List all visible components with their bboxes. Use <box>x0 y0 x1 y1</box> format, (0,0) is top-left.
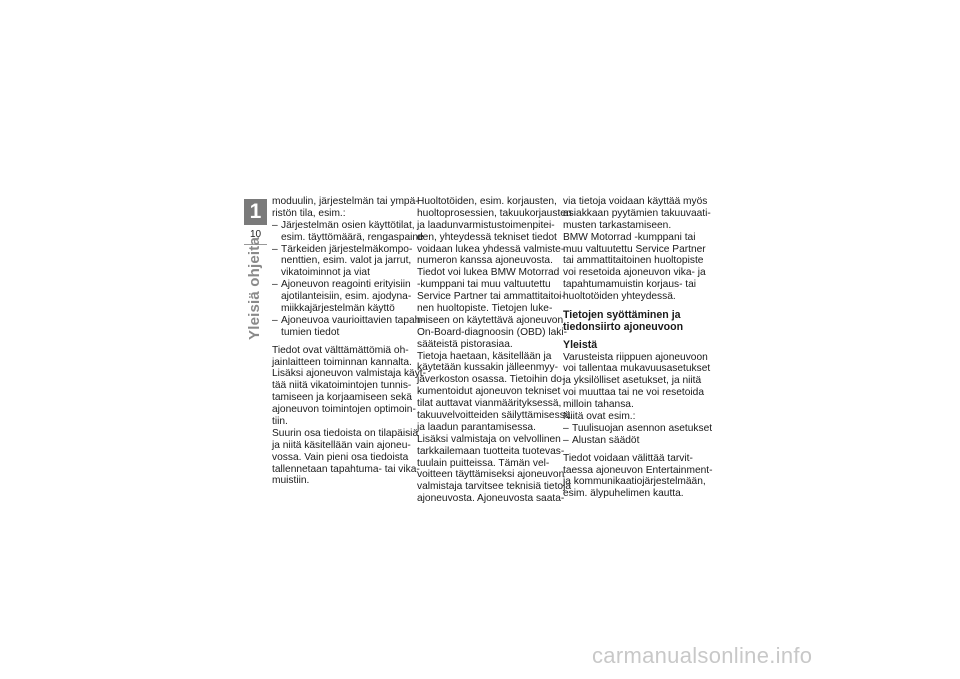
text-line: tää niitä vikatoimintojen tunnis- <box>272 380 412 392</box>
text-line: ajoneuvosta. Ajoneuvosta saata- <box>417 493 565 505</box>
text-line: tai ammattitaitoinen huoltopiste <box>563 255 704 267</box>
text-line: huoltotöiden yhteydessä. <box>563 291 676 303</box>
text-line: Tiedot ovat välttämättömiä oh- <box>272 344 409 356</box>
text-line: esim. älypuhelimen kautta. <box>563 488 684 500</box>
text-line: sääteistä pistorasiaa. <box>417 338 513 350</box>
text-line: BMW Motorrad -kumppani tai <box>563 231 696 243</box>
text-line: kumentoidut ajoneuvon tekniset <box>417 386 561 398</box>
text-line: voi muuttaa tai ne voi resetoida <box>563 387 705 399</box>
text-line: Niitä ovat esim.: <box>563 411 636 423</box>
text-line: taessa ajoneuvon Entertainment- <box>563 464 713 476</box>
text-line: miseen on käytettävä ajoneuvon <box>417 314 564 326</box>
text-line: via tietoja voidaan käyttää myös <box>563 196 708 207</box>
watermark: carmanualsonline.info <box>592 643 813 668</box>
list-item: – Järjestelmän osien käyttötilat, <box>272 220 412 232</box>
text-line: tiin. <box>272 416 288 428</box>
text-line: voi tallentaa mukavuusasetukset <box>563 363 711 375</box>
text-line: voidaan lukea yhdessä valmiste- <box>417 243 565 255</box>
text-line: Suurin osa tiedoista on tilapäisiä <box>272 427 419 439</box>
text-line: jainlaitteen toiminnan kannalta. <box>272 356 412 368</box>
text-line: ja kommunikaatiojärjestelmään, <box>563 476 706 488</box>
text-line: muistiin. <box>272 475 310 487</box>
text-line: asiakkaan pyytämien takuuvaati- <box>563 207 711 219</box>
text-line: takuuvelvoitteiden säilyttämisessä <box>417 410 571 422</box>
section-heading: Tietojen syöttäminen ja <box>563 309 681 322</box>
list-item: – Tärkeiden järjestelmäkompo- <box>272 244 412 256</box>
text-line: Lisäksi ajoneuvon valmistaja käyt- <box>272 368 427 380</box>
text-line: ristön tila, esim.: <box>272 207 346 219</box>
text-line: voi resetoida ajoneuvon vika- ja <box>563 267 706 279</box>
text-line: Huoltotöiden, esim. korjausten, <box>417 196 557 207</box>
text-line: ja laadunvarmistustoimenpitei- <box>417 219 555 231</box>
text-line: Lisäksi valmistaja on velvollinen <box>417 433 561 445</box>
text-line: tapahtumamuistin korjaus- tai <box>563 279 697 291</box>
text-line: tilat auttavat vianmäärityksessä, <box>417 398 562 410</box>
text-line: milloin tahansa. <box>563 399 634 411</box>
text-column-1 <box>272 196 427 487</box>
list-item: – Ajoneuvon reagointi erityisiin <box>272 279 412 291</box>
list-item-continuation: nenttien, esim. valot ja jarrut, <box>281 255 412 267</box>
text-line: On-Board-diagnoosin (OBD) laki- <box>417 326 568 338</box>
text-line: tuulain puitteissa. Tämän vel- <box>417 457 550 469</box>
text-line: ajoneuvon toimintojen optimoin- <box>272 404 416 416</box>
text-line: Service Partner tai ammattitaitoi- <box>417 291 565 303</box>
text-line: käytetään kussakin jälleenmyy- <box>417 362 558 374</box>
text-line: muu valtuutettu Service Partner <box>563 243 706 255</box>
list-item-continuation: miikkajärjestelmän käyttö <box>281 303 395 315</box>
list-item-continuation: esim. täyttömäärä, rengaspaine <box>281 231 424 243</box>
text-column-2 <box>417 196 572 505</box>
list-item-continuation: tumien tiedot <box>281 326 340 338</box>
text-line: -kumppani tai muu valtuutettu <box>417 279 551 291</box>
text-line: tarkkailemaan tuotteita tuotevas- <box>417 445 565 457</box>
text-line: tamiseen ja korjaamiseen sekä <box>272 392 412 404</box>
list-item: – Tuulisuojan asennon asetukset <box>563 423 705 435</box>
text-line: Tietoja haetaan, käsitellään ja <box>417 350 552 362</box>
text-line: valmistaja tarvitsee teknisiä tietoja <box>417 481 572 493</box>
text-line: numeron kanssa ajoneuvosta. <box>417 255 553 267</box>
text-line: huoltoprosessien, takuukorjausten <box>417 207 572 219</box>
section-heading: tiedonsiirto ajoneuvoon <box>563 321 684 334</box>
section-heading: Yleistä <box>563 339 598 352</box>
text-line: musten tarkastamiseen. <box>563 219 672 231</box>
list-item-continuation: vikatoiminnot ja viat <box>281 267 370 279</box>
text-line: ja niitä käsitellään vain ajoneu- <box>272 439 411 451</box>
text-line: Varusteista riippuen ajoneuvoon <box>563 351 708 363</box>
text-line: moduulin, järjestelmän tai ympä- <box>272 196 419 207</box>
list-item: – Alustan säädöt <box>563 435 705 447</box>
text-line: vossa. Vain pieni osa tiedoista <box>272 451 409 463</box>
text-line: voitteen täyttämiseksi ajoneuvon <box>417 469 565 481</box>
text-line: den, yhteydessä tekniset tiedot <box>417 231 557 243</box>
text-line: ja yksilölliset asetukset, ja niitä <box>563 375 702 387</box>
text-line: jäverkoston osassa. Tietoihin do- <box>417 374 566 386</box>
chapter-number-tab: 1 <box>244 199 267 225</box>
text-line: Tiedot voidaan välittää tarvit- <box>563 452 693 464</box>
text-line: Tiedot voi lukea BMW Motorrad <box>417 267 560 279</box>
page-number: 10 <box>249 229 262 240</box>
list-item-continuation: ajotilanteisiin, esim. ajodyna- <box>281 291 412 303</box>
text-line: nen huoltopiste. Tietojen luke- <box>417 303 553 315</box>
text-line: ja laadun parantamisessa. <box>417 421 536 433</box>
list-item: – Ajoneuvoa vaurioittavien tapah- <box>272 315 412 327</box>
text-column-3 <box>563 196 713 500</box>
text-line: tallennetaan tapahtuma- tai vika- <box>272 463 420 475</box>
chapter-title: Yleisiä ohjeita <box>246 236 263 340</box>
